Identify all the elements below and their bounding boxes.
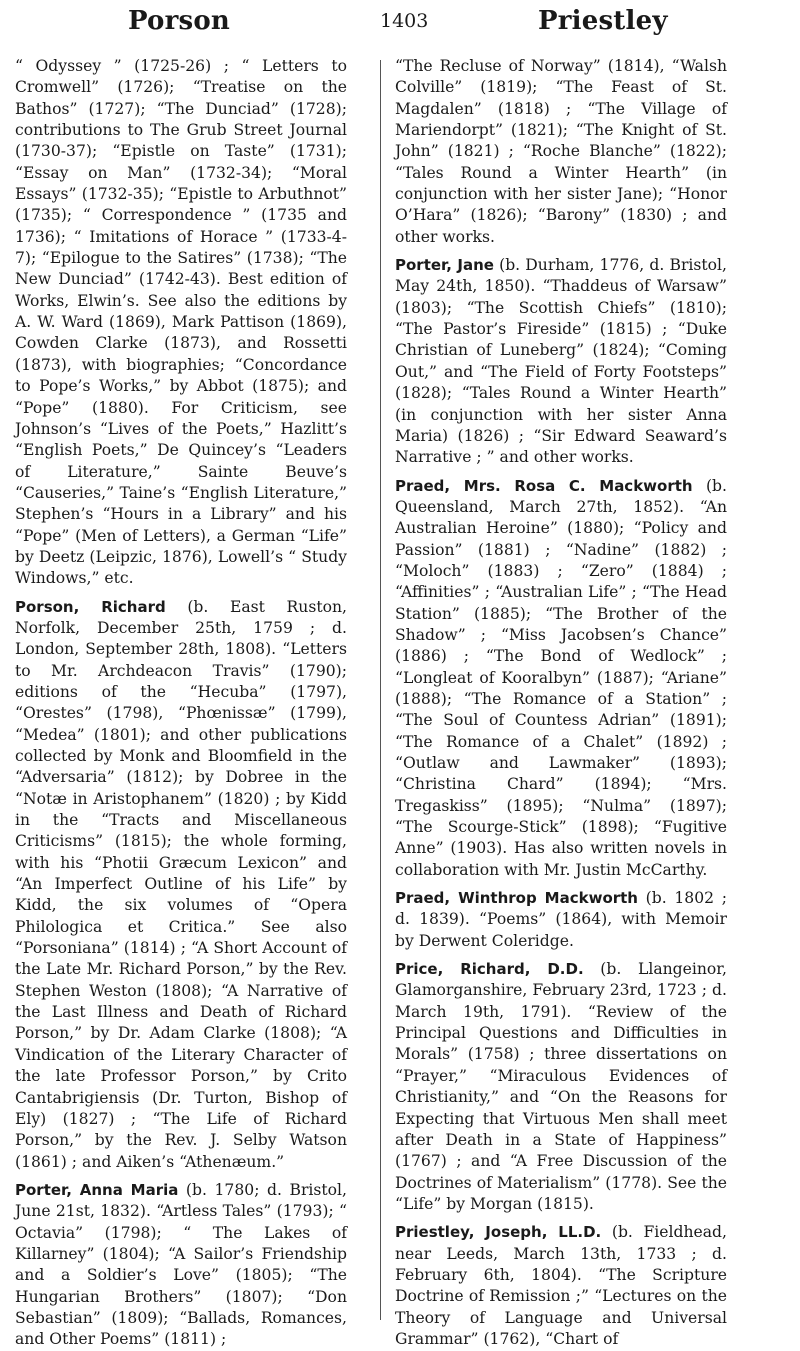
entry-text: (b. 1802 ; d. 1839). “Poems” (1864), with Memoir by Derwent Coleridge.	[395, 889, 727, 950]
entry-text: (b. Fieldhead, near Leeds, March 13th, 1733 ; d. February 6th, 1804). “The Scripture Doctrine of Remission ;” “Lectures on the Theory of Language and Universal Grammar” (1762), “Chart of	[395, 1223, 727, 1348]
entry-praed-winthrop	[395, 888, 727, 952]
entry-text: (b. Queensland, March 27th, 1852). “An Australian Heroine” (1880); “Policy and Passion” (1881) ; “Nadine” (1882) ; “Moloch” (1883) ; “Zero” (1884) ; “Affinities” ; “Australian Life” ; “The Head Station” (1885); “The Brother of the Shadow” ; “Miss Jacobsen’s Chance” (1886) ; “The Bond of Wedlock” ; “Longleat of Kooralbyn” (1887); “Ariane” (1888); “The Romance of a Station” ; “The Soul of Countess Adrian” (1891); “The Romance of a Chalet” (1892) ; “Outlaw and Lawmaker” (1893); “Christina Chard” (1894); “Mrs. Tregaskiss” (1895); “Nulma” (1897); “The Scourge-Stick” (1898); “Fugitive Anne” (1903). Has also written novels in collaboration with Mr. Justin McCarthy.	[395, 476, 727, 879]
left-column	[15, 56, 347, 1351]
entry-text: (b. Durham, 1776, d. Bristol, May 24th, 1850). “Thaddeus of Warsaw” (1803); “The Scottish Chiefs” (1810); “The Pastor’s Fireside” (1815) ; “Duke Christian of Luneberg” (1824); “Coming Out,” and “The Field of Forty Footsteps” (1828); “Tales Round a Winter Hearth” (in conjunction with her sister Anna Maria) (1826) ; “Sir Edward Seaward’s Narrative ; ” and other works.	[395, 256, 727, 467]
column-divider	[380, 60, 381, 1320]
entry-text: “ Odyssey ” (1725-26) ; “ Letters to Cromwell” (1726); “Treatise on the Bathos” (1727); “The Dunciad” (1728); contributions to The Grub Street Journal (1730-37); “Epistle on Taste” (1731); “Essay on Man” (1732-34); “Moral Essays” (1732-35); “Epistle to Arbuthnot” (1735); “ Correspondence ” (1735 and 1736); “ Imitations of Horace ” (1733-4-7); “Epilogue to the Satires” (1738); “The New Dunciad” (1742-43). Best edition of Works, Elwin’s. See also the editions by A. W. Ward (1869), Mark Pattison (1869), Cowden Clarke (1873), and Rossetti (1873), with biographies; “Concordance to Pope’s Works,” by Abbot (1875); and “Pope” (1880). For Criticism, see Johnson’s “Lives of the Poets,” Hazlitt’s “English Poets,” De Quincey’s “Leaders of Literature,” Sainte Beuve’s “Causeries,” Taine’s “English Literature,” Stephen’s “Hours in a Library” and his “Pope” (Men of Letters), a German “Life” by Deetz (Leipzic, 1876), Lowell’s “ Study Windows,” etc.	[15, 57, 347, 588]
running-header	[0, 0, 800, 46]
entry-porter-anna-maria	[15, 1180, 347, 1351]
entry-heading: Price, Richard, D.D.	[395, 960, 584, 979]
entry-praed-rosa	[395, 476, 727, 882]
entry-heading: Porter, Anna Maria	[15, 1180, 179, 1199]
header-right-name: Priestley	[538, 6, 668, 36]
entry-pope-continued	[15, 56, 347, 590]
entry-text: “The Recluse of Norway” (1814), “Walsh Colville” (1819); “The Feast of St. Magdalen” (1818) ; “The Village of Mariendorpt” (1821); “The Knight of St. John” (1821) ; “Roche Blanche” (1822); “Tales Round a Winter Hearth” (in conjunction with her sister Jane); “Honor O’Hara” (1826); “Barony” (1830) ; and other works.	[395, 57, 727, 246]
entry-heading: Praed, Winthrop Mackworth	[395, 889, 638, 908]
entry-porter-jane	[395, 255, 727, 468]
entry-text: (b. Llangeinor, Glamorganshire, February 23rd, 1723 ; d. March 19th, 1791). “Review of the Principal Questions and Difficulties in Morals” (1758) ; three dissertations on “Prayer,” “Miraculous Evidences of Christianity,” and “On the Reasons for Expecting that Virtuous Men shall meet after Death in a State of Happiness” (1767) ; and “A Free Discussion of the Doctrines of Materialism” (1778). See the “Life” by Morgan (1815).	[395, 960, 727, 1213]
entry-text: (b. 1780; d. Bristol, June 21st, 1832). “Artless Tales” (1793); “ Octavia” (1798); “ The Lakes of Killarney” (1804); “A Sailor’s Friendship and a Soldier’s Love” (1805); “The Hungarian Brothers” (1807); “Don Sebastian” (1809); “Ballads, Romances, and Other Poems” (1811) ;	[15, 1180, 347, 1349]
right-column	[395, 56, 727, 1350]
entry-price-richard	[395, 959, 727, 1215]
entry-porter-anna-maria-continued	[395, 56, 727, 248]
header-left-name: Porson	[128, 6, 230, 36]
entry-heading: Priestley, Joseph, LL.D.	[395, 1223, 602, 1242]
entry-heading: Praed, Mrs. Rosa C. Mackworth	[395, 476, 693, 495]
page-number: 1403	[380, 10, 429, 32]
entry-heading: Porson, Richard	[15, 597, 166, 616]
entry-heading: Porter, Jane	[395, 256, 494, 275]
entry-priestley-joseph	[395, 1222, 727, 1350]
entry-text: (b. East Ruston, Norfolk, December 25th, 1759 ; d. London, September 28th, 1808). “Letters to Mr. Archdeacon Travis” (1790); editions of the “Hecuba” (1797), “Orestes” (1798), “Phœnissæ” (1799), “Medea” (1801); and other publications collected by Monk and Bloomfield in the “Adversaria” (1812); by Dobree in the “Notæ in Aristophanem” (1820) ; by Kidd in the “Tracts and Miscellaneous Criticisms” (1815); the whole forming, with his “Photii Græcum Lexicon” and “An Imperfect Outline of his Life” by Kidd, the six volumes of “Opera Philologica et Critica.” See also “Porsoniana” (1814) ; “A Short Account of the Late Mr. Richard Porson,” by the Rev. Stephen Weston (1808); “A Narrative of the Last Illness and Death of Richard Porson,” by Dr. Adam Clarke (1808); “A Vindication of the Literary Character of the late Professor Porson,” by Crito Cantabrigiensis (Dr. Turton, Bishop of Ely) (1827) ; “The Life of Richard Porson,” by the Rev. J. Selby Watson (1861) ; and Aiken’s “Athenæum.”	[15, 597, 347, 1171]
entry-porson-richard	[15, 597, 347, 1173]
